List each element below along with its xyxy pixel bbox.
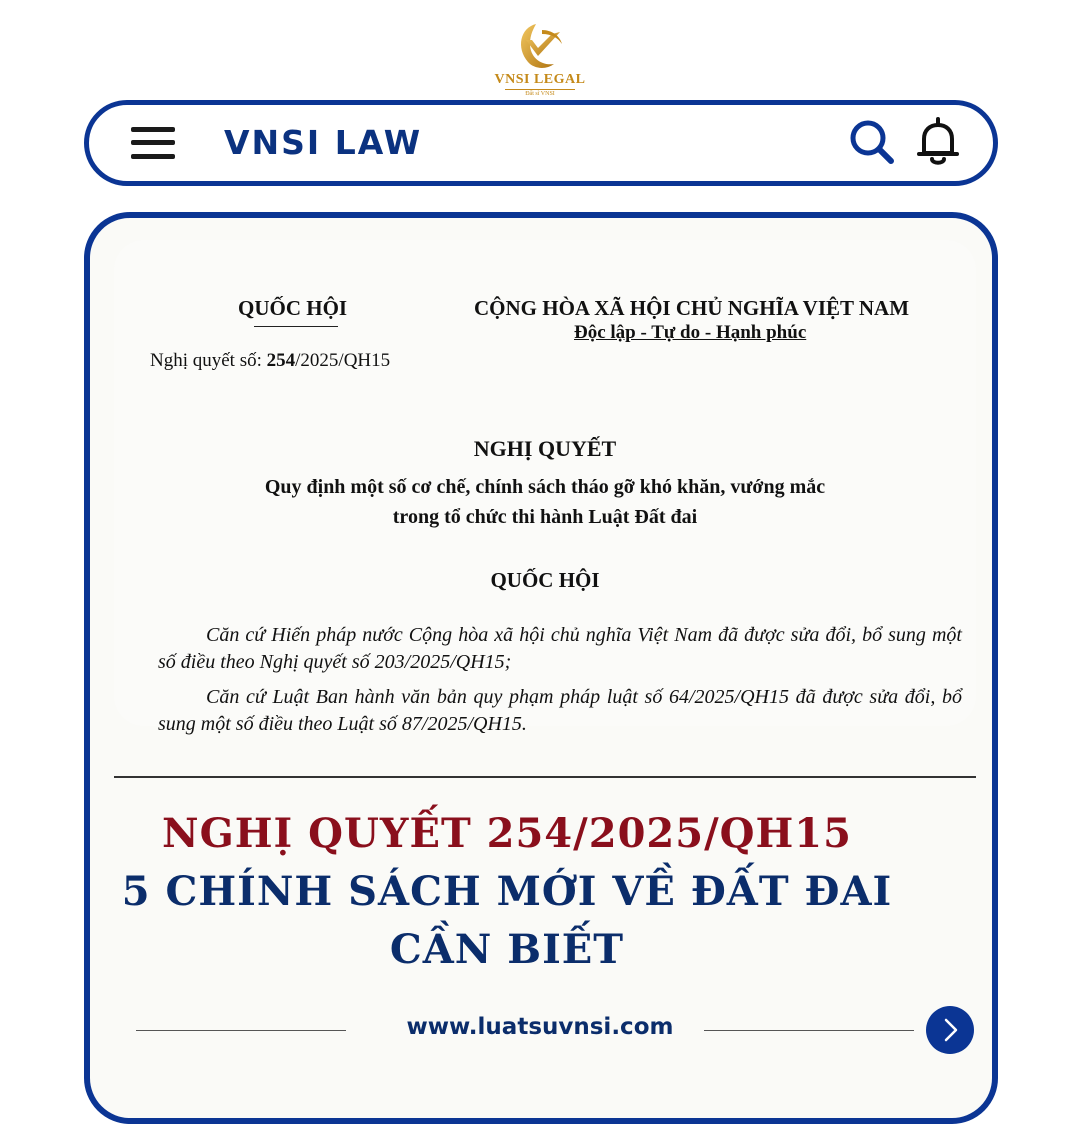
next-button[interactable] [926,1006,974,1054]
top-nav-bar [84,100,998,186]
doc-subtitle-line1: Quy định một số cơ chế, chính sách tháo gỡ khó khăn, vướng mắc [264,476,826,498]
section-divider [114,776,976,778]
headline-line3: CẦN BIẾT [389,926,625,973]
brand-title[interactable]: VNSI LAW [224,123,423,162]
vnsi-legal-logo [478,22,602,102]
chevron-right-icon [938,1016,962,1044]
website-link[interactable]: www.luatsuvnsi.com [406,1014,674,1040]
headline-line1: NGHỊ QUYẾT 254/2025/QH15 [162,810,852,857]
resolution-document-image [114,240,976,735]
doc-country: CỘNG HÒA XÃ HỘI CHỦ NGHĨA VIỆT NAM [474,296,910,320]
doc-number: Nghị quyết số: 254/2025/QH15 [150,350,391,371]
doc-subtitle-line2: trong tổ chức thi hành Luật Đất đai [392,506,698,528]
doc-title: NGHỊ QUYẾT [473,436,617,461]
search-icon[interactable] [849,119,895,165]
doc-issuer: QUỐC HỘI [238,296,348,320]
doc-issuer-underline [254,326,338,327]
hamburger-menu-icon[interactable] [131,125,175,161]
logo-tagline: Đất sĩ VNSI [505,89,575,98]
logo-emblem-icon [512,22,568,74]
doc-paragraph-1: Căn cứ Hiến pháp nước Cộng hòa xã hội chủ nghĩa Việt Nam đã được sửa đổi, bổ sung một số điều theo Nghị quyết số 203/2025/QH15; [158,624,962,673]
logo-name: VNSI LEGAL [494,72,586,87]
doc-body-heading: QUỐC HỘI [490,568,600,592]
headline-line2: 5 CHÍNH SÁCH MỚI VỀ ĐẤT ĐAI [121,868,893,915]
footer-divider-right [704,1030,914,1031]
article-card[interactable] [84,212,998,1124]
doc-paragraph-2: Căn cứ Luật Ban hành văn bản quy phạm pháp luật số 64/2025/QH15 đã được sửa đổi, bổ sung một số điều theo Luật số 87/2025/QH15. [158,686,962,735]
footer-divider-left [136,1030,346,1031]
bell-icon[interactable] [915,117,961,167]
doc-motto: Độc lập - Tự do - Hạnh phúc [574,322,807,343]
